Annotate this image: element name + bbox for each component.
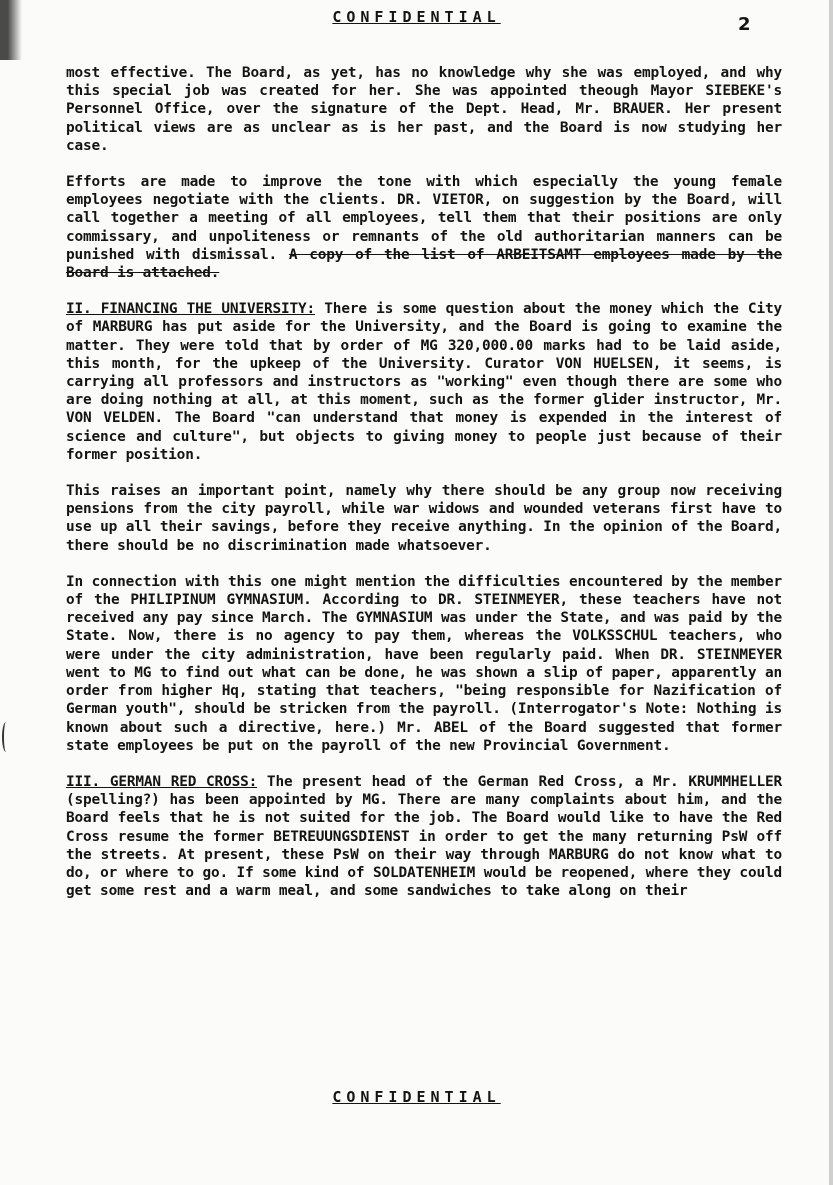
document-body bbox=[66, 64, 782, 918]
paragraph-red-cross bbox=[66, 773, 782, 900]
paragraph-text: most effective. The Board, as yet, has no knowledge why she was employed, and why this special job was created for her. She was appointed theough Mayor SIEBEKE's Personnel Office, over the signature of the Dept. Head, Mr. BRAUER. Her present political views are as unclear as is her past, and the Board is now studying her case. bbox=[66, 65, 782, 154]
struck-out-sentence: A copy of the list of ARBEITSAMT employees made by the Board is attached. bbox=[66, 246, 782, 282]
scan-right-edge bbox=[829, 0, 833, 1185]
paragraph-text: There is some question about the money which the City of MARBURG has put aside for the University, and the Board is going to examine the matter. They were told that by order of MG 320,000.00 marks had to be laid aside, this month, for the upkeep of the University. Curator VON HUELSEN, it seems, is carrying all professors and instructors as "working" even though there are some who are doing nothing at all, at this moment, such as the former glider instructor, Mr. VON VELDEN. The Board "can understand that money is expended in the interest of science and culture", but objects to giving money to people just because of their former position. bbox=[66, 301, 782, 463]
header-confidential-label: CONFIDENTIAL bbox=[332, 8, 501, 26]
paragraph-gymnasium-teachers bbox=[66, 573, 782, 755]
paragraph-text: This raises an important point, namely why there should be any group now receiving pensions from the city payroll, while war widows and wounded veterans first have to use up all their savings, before they receive anything. In the opinion of the Board, there should be no discrimination made whatsoever. bbox=[66, 483, 782, 554]
margin-mark bbox=[2, 722, 10, 752]
paragraph-text: In connection with this one might mention the difficulties encountered by the member of the PHILIPINUM GYMNASIUM. According to DR. STEINMEYER, these teachers have not received any pay since March. The GYMNASIUM was under the State, and was paid by the State. Now, there is no agency to pay them, whereas the VOLKSSCHUL teachers, who were under the city administration, have been regularly paid. When DR. STEINMEYER went to MG to find out what can be done, he was shown a slip of paper, apparently an order from higher Hq, stating that teachers, "being responsible for Nazification of German youth", should be stricken from the payroll. (Interrogator's Note: Nothing is known about such a directive, here.) Mr. ABEL of the Board suggested that former state employees be put on the payroll of the new Provincial Government. bbox=[66, 573, 782, 754]
section-heading: III. GERMAN RED CROSS: bbox=[66, 773, 258, 790]
paragraph-employee-tone bbox=[66, 173, 782, 282]
paragraph-financing-university bbox=[66, 300, 782, 464]
section-heading: II. FINANCING THE UNIVERSITY: bbox=[66, 301, 316, 318]
paragraph-text: Efforts are made to improve the tone with which especially the young female employees negotiate with the clients. DR. VIETOR, on suggestion by the Board, will call together a meeting of all employees, tell them that their positions are only commissary, and unpoliteness or remnants of the old authoritarian manners can be punished with dismissal. bbox=[66, 174, 782, 263]
paragraph-employment-case bbox=[66, 64, 782, 155]
footer-confidential-label: CONFIDENTIAL bbox=[332, 1088, 501, 1106]
paragraph-text: The present head of the German Red Cross, a Mr. KRUMMHELLER (spelling?) has been appointed by MG. There are many complaints about him, and the Board feels that he is not suited for the job. The Board would like to have the Red Cross resume the former BETREUUNGSDIENST in order to get the many returning PsW off the streets. At present, these PsW on their way through MARBURG do not know what to do, or where to go. If some kind of SOLDATENHEIM would be reopened, where they could get some rest and a warm meal, and some sandwiches to take along on their bbox=[66, 773, 782, 900]
page-number: 2 bbox=[738, 14, 751, 35]
paragraph-pensions bbox=[66, 482, 782, 555]
